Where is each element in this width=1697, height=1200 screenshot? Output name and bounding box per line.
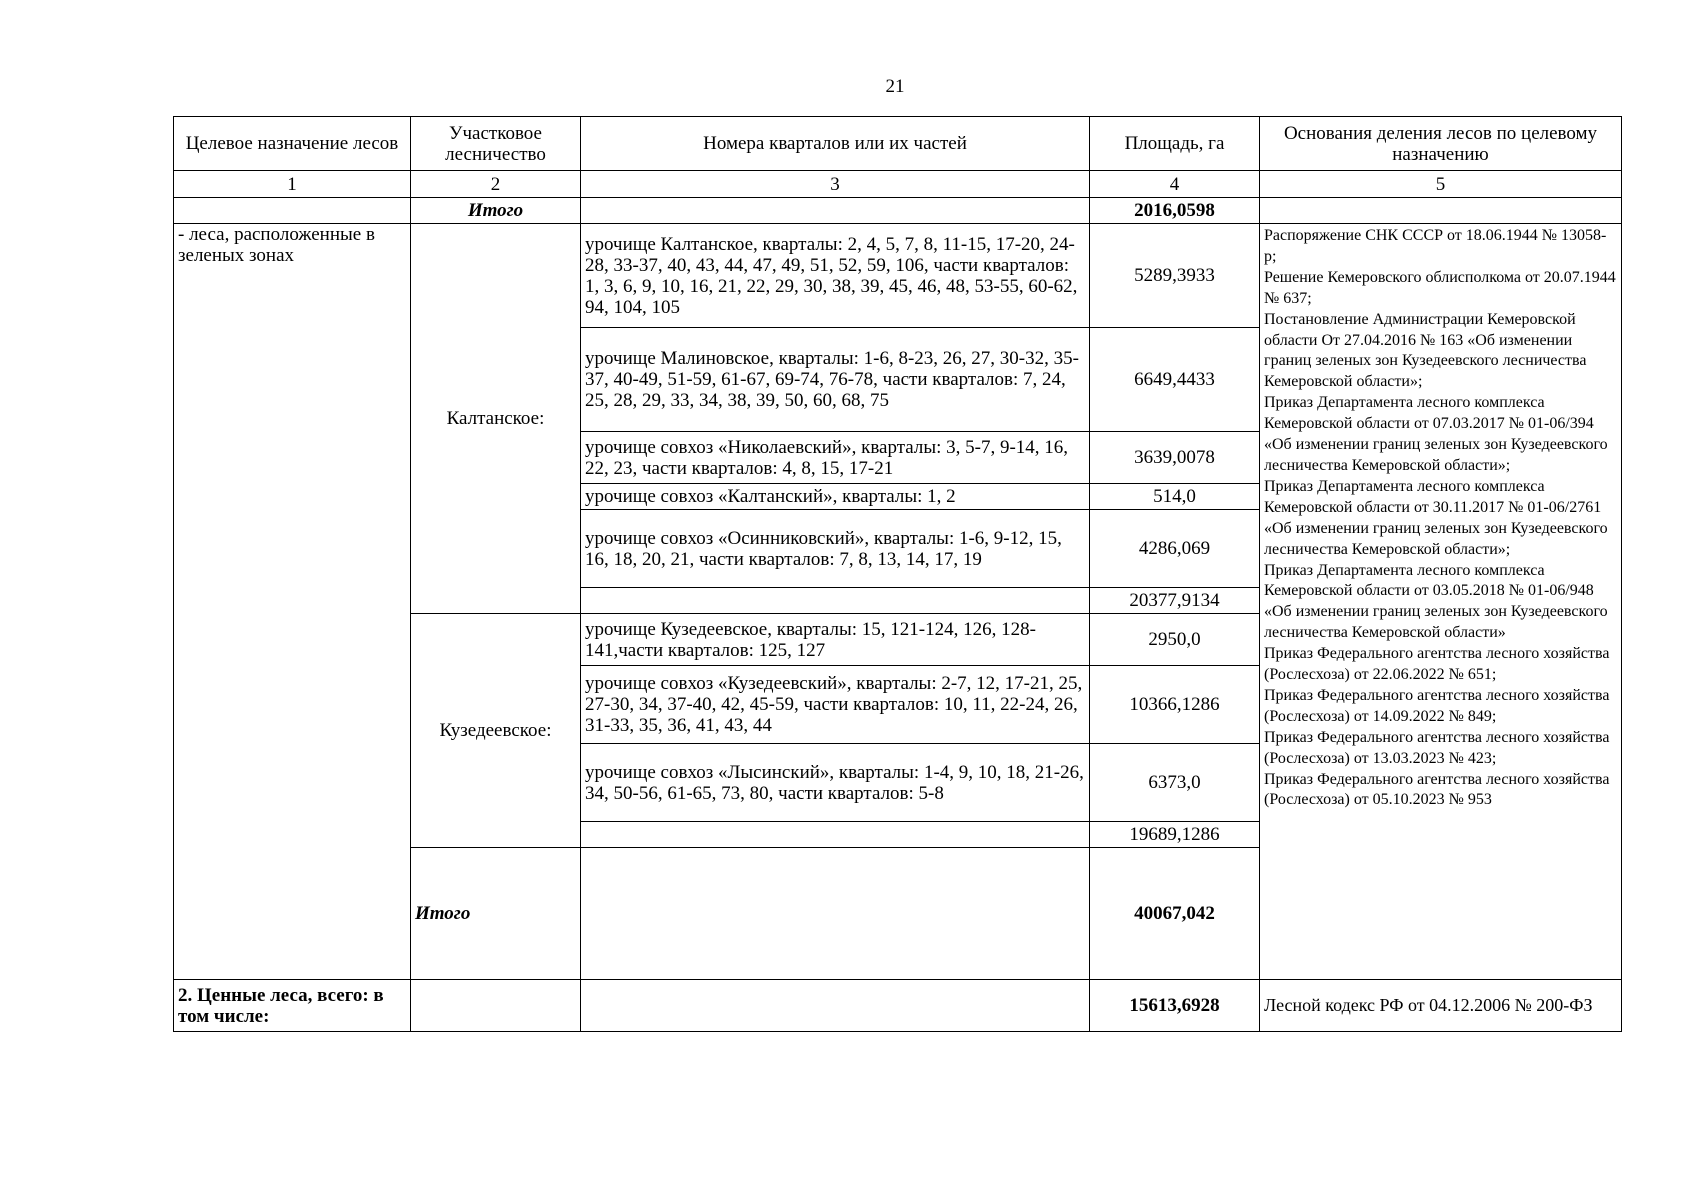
quarters-cell: урочище совхоз «Лысинский», кварталы: 1-4, 9, 10, 18, 21-26, 34, 50-56, 61-65, 73, 80, части кварталов: 5-8	[581, 744, 1090, 822]
header-area: Площадь, га	[1090, 117, 1260, 171]
header-basis: Основания деления лесов по целевому назначению	[1260, 117, 1622, 171]
valuable-forests-area: 15613,6928	[1090, 980, 1260, 1032]
area-cell: 10366,1286	[1090, 666, 1260, 744]
basis-item: Приказ Федерального агентства лесного хозяйства (Рослесхоза) от 14.09.2022 № 849;	[1264, 686, 1610, 725]
column-number: 4	[1090, 171, 1260, 198]
valuable-forests-row	[174, 980, 1622, 1032]
header-purpose: Целевое назначение лесов	[174, 117, 411, 171]
valuable-forests-basis: Лесной кодекс РФ от 04.12.2006 № 200-ФЗ	[1260, 980, 1622, 1032]
valuable-forests-label: 2. Ценные леса, всего: в том числе:	[174, 980, 411, 1032]
quarters-cell: урочище совхоз «Калтанский», кварталы: 1, 2	[581, 484, 1090, 510]
header-quarters: Номера кварталов или их частей	[581, 117, 1090, 171]
area-cell: 514,0	[1090, 484, 1260, 510]
empty-cell	[581, 980, 1090, 1032]
basis-item: Приказ Департамента лесного комплекса Кемеровской области от 30.11.2017 № 01-06/2761 «Об изменении границ зеленых зон Кузедеевского лесничества Кемеровской области»;	[1264, 477, 1608, 558]
area-cell: 6373,0	[1090, 744, 1260, 822]
quarters-cell: урочище совхоз «Осинниковский», кварталы: 1-6, 9-12, 15, 16, 18, 20, 21, части кварталов: 7, 8, 13, 14, 17, 19	[581, 510, 1090, 588]
quarters-cell: урочище Кузедеевское, кварталы: 15, 121-124, 126, 128-141,части кварталов: 125, 127	[581, 614, 1090, 666]
basis-item: Приказ Департамента лесного комплекса Кемеровской области от 03.05.2018 № 01-06/948 «Об изменении границ зеленых зон Кузедеевского лесничества Кемеровской области»	[1264, 561, 1608, 642]
empty-cell	[581, 848, 1090, 980]
quarters-cell: урочище Калтанское, кварталы: 2, 4, 5, 7, 8, 11-15, 17-20, 24-28, 33-37, 40, 43, 44, 47, 49, 51, 52, 59, 106, части кварталов: 1, 3, 6, 9, 10, 16, 21, 22, 29, 30, 38, 39, 45, 46, 48, 53-55, 60-62, 94, 104, 105	[581, 224, 1090, 328]
subtotal-area-kaltanskoe: 20377,9134	[1090, 588, 1260, 614]
area-cell: 4286,069	[1090, 510, 1260, 588]
empty-cell	[581, 198, 1090, 224]
purpose-green-zones: - леса, расположенные в зеленых зонах	[174, 224, 411, 980]
column-number: 3	[581, 171, 1090, 198]
empty-cell	[581, 588, 1090, 614]
empty-cell	[1260, 198, 1622, 224]
basis-item: Решение Кемеровского облисполкома от 20.07.1944 № 637;	[1264, 268, 1616, 307]
empty-cell	[174, 198, 411, 224]
basis-item: Приказ Федерального агентства лесного хозяйства (Рослесхоза) от 13.03.2023 № 423;	[1264, 728, 1610, 767]
column-number-row	[174, 171, 1622, 198]
table-header-row	[174, 117, 1622, 171]
area-cell: 3639,0078	[1090, 432, 1260, 484]
green-zones-total-area: 40067,042	[1090, 848, 1260, 980]
basis-item: Приказ Департамента лесного комплекса Кемеровской области от 07.03.2017 № 01-06/394 «Об изменении границ зеленых зон Кузедеевского лесничества Кемеровской области»;	[1264, 394, 1608, 474]
area-cell: 2950,0	[1090, 614, 1260, 666]
subtotal-area-kuzedeevskoe: 19689,1286	[1090, 822, 1260, 848]
header-forestry: Участковое лесничество	[411, 117, 581, 171]
basis-item: Приказ Федерального агентства лесного хозяйства (Рослесхоза) от 22.06.2022 № 651;	[1264, 645, 1610, 684]
area-cell: 5289,3933	[1090, 224, 1260, 328]
column-number: 2	[411, 171, 581, 198]
basis-item: Постановление Администрации Кемеровской области От 27.04.2016 № 163 «Об изменении границ зеленых зон Кузедеевского лесничества Кемеровской области»;	[1264, 310, 1587, 391]
total-row	[174, 198, 1622, 224]
total-area: 2016,0598	[1090, 198, 1260, 224]
page-number: 21	[885, 76, 905, 97]
quarters-cell: урочище совхоз «Кузедеевский», кварталы: 2-7, 12, 17-21, 25, 27-30, 34, 37-40, 42, 45-59, части кварталов: 10, 11, 22-24, 26, 31-33, 35, 36, 41, 43, 44	[581, 666, 1090, 744]
column-number: 5	[1260, 171, 1622, 198]
total-label: Итого	[411, 198, 581, 224]
basis-green-zones	[1260, 224, 1622, 980]
quarters-cell: урочище совхоз «Николаевский», кварталы: 3, 5-7, 9-14, 16, 22, 23, части кварталов: 4, 8, 15, 17-21	[581, 432, 1090, 484]
basis-item: Распоряжение СНК СССР от 18.06.1944 № 13058-р;	[1264, 227, 1607, 265]
table-row	[174, 224, 1622, 328]
forestry-kaltanskoe: Калтанское:	[411, 224, 581, 614]
forestry-kuzedeevskoe: Кузедеевское:	[411, 614, 581, 848]
column-number: 1	[174, 171, 411, 198]
green-zones-total-label: Итого	[411, 848, 581, 980]
area-cell: 6649,4433	[1090, 328, 1260, 432]
basis-item: Приказ Федерального агентства лесного хозяйства (Рослесхоза) от 05.10.2023 № 953	[1264, 770, 1610, 809]
forest-purpose-table	[173, 116, 1622, 1032]
quarters-cell: урочище Малиновское, кварталы: 1-6, 8-23, 26, 27, 30-32, 35-37, 40-49, 51-59, 61-67, 69-74, 76-78, части кварталов: 7, 24, 25, 28, 29, 33, 34, 38, 39, 50, 60, 68, 75	[581, 328, 1090, 432]
empty-cell	[581, 822, 1090, 848]
empty-cell	[411, 980, 581, 1032]
